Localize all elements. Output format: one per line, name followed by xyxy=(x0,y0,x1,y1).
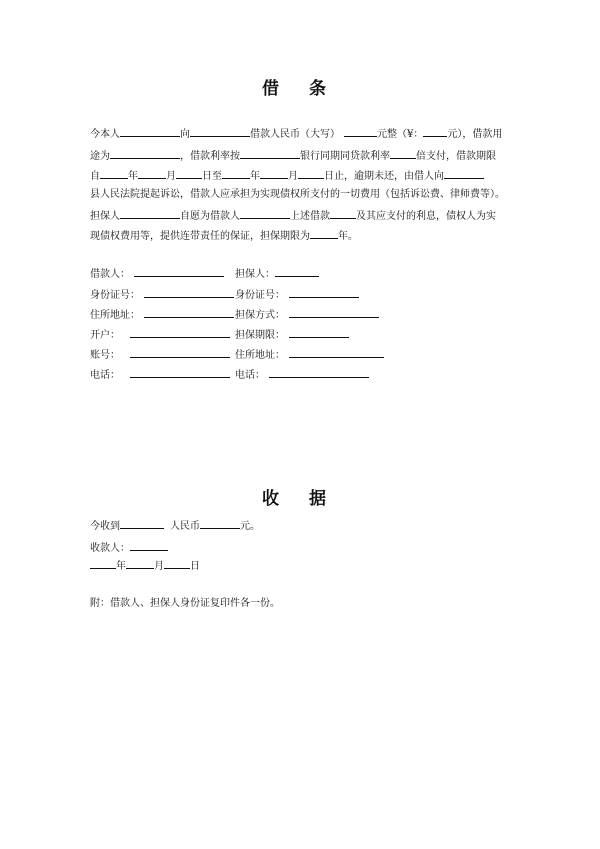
text: 年 xyxy=(250,171,260,182)
text: 人民币 xyxy=(170,521,200,532)
field-label: 开户： xyxy=(90,330,120,341)
field-borrower-address xyxy=(90,307,234,323)
text: 现债权费用等，提供连带责任的保证，担保期限为 xyxy=(90,231,310,242)
field-guarantor-id xyxy=(235,287,359,303)
text: 上述借款 xyxy=(290,211,330,222)
text: 今本人 xyxy=(90,129,120,140)
field-bank-account-open xyxy=(90,327,230,343)
text: 年 xyxy=(128,171,138,182)
text: 月 xyxy=(288,171,298,182)
blank-guarantor[interactable] xyxy=(275,266,319,277)
blank-end-day[interactable] xyxy=(298,168,324,179)
blank-receipt-month[interactable] xyxy=(126,558,154,569)
field-guarantee-method xyxy=(235,307,379,323)
field-borrower-id xyxy=(90,287,234,303)
blank-loan-purpose[interactable] xyxy=(110,148,180,159)
attachment-note: 附：借款人、担保人身份证复印件各一份。 xyxy=(90,598,280,609)
blank-guarantee-period[interactable] xyxy=(289,327,349,338)
text: 倍支付，借款期限 xyxy=(416,151,496,162)
field-guarantor-phone xyxy=(235,367,369,383)
field-label: 身份证号： xyxy=(90,290,140,301)
blank-start-day[interactable] xyxy=(176,168,202,179)
field-account-number xyxy=(90,347,230,363)
text: 元整（¥： xyxy=(377,129,424,140)
field-label: 住所地址： xyxy=(235,350,285,361)
blank-start-month[interactable] xyxy=(138,168,166,179)
blank-loan-amount[interactable] xyxy=(330,208,356,219)
blank-borrower-name[interactable] xyxy=(240,208,290,219)
blank-amount-uppercase[interactable] xyxy=(344,126,377,137)
blank-start-year[interactable] xyxy=(100,168,128,179)
blank-court-county[interactable] xyxy=(444,168,484,179)
loan-paragraph-line-6 xyxy=(90,228,358,244)
text: 今收到 xyxy=(90,521,120,532)
text: 收款人： xyxy=(90,543,130,554)
text: 自愿为借款人 xyxy=(180,211,240,222)
blank-end-month[interactable] xyxy=(260,168,288,179)
blank-guarantor-id[interactable] xyxy=(289,287,359,298)
blank-amount-numeric[interactable] xyxy=(423,126,447,137)
field-label: 住所地址： xyxy=(90,310,140,321)
loan-paragraph-line-2 xyxy=(90,148,496,164)
text: 月 xyxy=(154,561,164,572)
field-label: 身份证号： xyxy=(235,290,285,301)
field-label: 担保人： xyxy=(235,269,275,280)
blank-borrower-phone[interactable] xyxy=(130,367,230,378)
field-borrower-phone xyxy=(90,367,230,383)
blank-borrower-from[interactable] xyxy=(190,126,250,137)
blank-lender-name[interactable] xyxy=(120,126,180,137)
text: 借款人民币（大写） xyxy=(250,129,340,140)
text: 元），借款用 xyxy=(447,129,503,140)
loan-paragraph-line-4 xyxy=(90,188,505,202)
blank-guarantor-name[interactable] xyxy=(120,208,180,219)
field-guarantee-period xyxy=(235,327,349,343)
text: 月 xyxy=(166,171,176,182)
blank-rate-multiple[interactable] xyxy=(390,148,416,159)
loan-note-title: 借 条 xyxy=(262,79,338,99)
loan-paragraph-line-3 xyxy=(90,168,484,184)
field-label: 账号： xyxy=(90,350,120,361)
receipt-line-2 xyxy=(90,540,168,556)
text: 县人民法院提起诉讼，借款人应承担为实现债权所支付的一切费用（包括诉讼费、律师费等）。 xyxy=(90,189,505,200)
blank-borrower-address[interactable] xyxy=(144,307,234,318)
text: 银行同期同贷款利率 xyxy=(300,151,390,162)
text: 途为 xyxy=(90,151,110,162)
field-guarantor xyxy=(235,266,319,282)
text: 向 xyxy=(180,129,190,140)
text: ，借款利率按 xyxy=(180,151,240,162)
blank-receipt-year[interactable] xyxy=(90,558,116,569)
receipt-line-1 xyxy=(90,518,260,534)
loan-paragraph-line-5 xyxy=(90,208,496,224)
blank-borrower[interactable] xyxy=(134,266,224,277)
text: 及其应支付的利息，债权人为实 xyxy=(356,211,496,222)
blank-payee[interactable] xyxy=(130,540,168,551)
blank-bank-open[interactable] xyxy=(130,327,230,338)
text: 日 xyxy=(190,561,200,572)
field-label: 担保期限： xyxy=(235,330,285,341)
text: 年 xyxy=(116,561,126,572)
field-label: 担保方式： xyxy=(235,310,285,321)
field-label: 借款人： xyxy=(90,269,130,280)
field-label: 电话： xyxy=(90,370,120,381)
receipt-date-line xyxy=(90,558,200,574)
blank-guarantee-method[interactable] xyxy=(289,307,379,318)
text: 日至 xyxy=(202,171,222,182)
blank-receipt-day[interactable] xyxy=(164,558,190,569)
blank-received-amount[interactable] xyxy=(200,518,240,529)
receipt-title: 收 据 xyxy=(262,489,338,509)
blank-account-number[interactable] xyxy=(130,347,230,358)
loan-paragraph-line-1 xyxy=(90,126,502,142)
text: 日止，逾期未还，由借人向 xyxy=(324,171,444,182)
text: 年。 xyxy=(338,231,358,242)
field-label: 电话： xyxy=(235,370,265,381)
text: 自 xyxy=(90,171,100,182)
text: 元。 xyxy=(240,521,260,532)
blank-guarantee-years[interactable] xyxy=(310,228,338,239)
text: 担保人 xyxy=(90,211,120,222)
field-guarantor-address xyxy=(235,347,384,363)
blank-guarantor-phone[interactable] xyxy=(269,367,369,378)
blank-bank-name[interactable] xyxy=(240,148,300,159)
blank-borrower-id[interactable] xyxy=(144,287,234,298)
blank-guarantor-address[interactable] xyxy=(289,347,384,358)
blank-end-year[interactable] xyxy=(222,168,250,179)
field-borrower xyxy=(90,266,224,282)
blank-received-from[interactable] xyxy=(120,518,164,529)
